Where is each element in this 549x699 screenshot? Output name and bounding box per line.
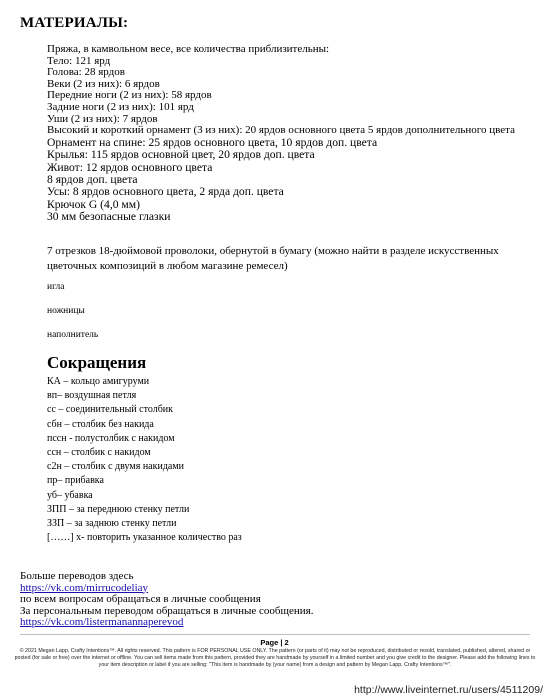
materials-line: Крючок G (4,0 мм): [47, 197, 140, 211]
abbreviation-item: [……] х- повторить указанное количество раз: [47, 532, 242, 544]
footer-divider: [20, 634, 530, 635]
vk-link-mirrucodeliay[interactable]: https://vk.com/mirrucodeliay: [20, 581, 149, 594]
materials-line: Усы: 8 ярдов основного цвета, 2 ярда доп. цвета: [47, 185, 284, 199]
abbreviation-item: пр– прибавка: [47, 475, 104, 487]
scissors-item: ножницы: [47, 306, 85, 316]
materials-line: Пряжа, в камвольном весе, все количества приблизительны:: [47, 43, 330, 55]
materials-line: Передние ноги (2 из них): 58 ярдов: [47, 89, 212, 102]
materials-line: 8 ярдов доп. цвета: [47, 172, 138, 186]
contact-note: по всем вопросам обращаться в личные сообщения: [20, 593, 261, 605]
wire-note: 7 отрезков 18-дюймовой проволоки, обернутой в бумагу (можно найти в разделе искусственных цветочных композиций в любом магазине ремесел): [47, 245, 499, 272]
materials-heading: МАТЕРИАЛЫ:: [20, 15, 129, 31]
vk-link-listermanannaperevod[interactable]: https://vk.com/listermanannaperevod: [20, 616, 184, 628]
materials-line: Веки (2 из них): 6 ярдов: [47, 77, 160, 90]
abbreviations-list: [47, 375, 507, 545]
needle-item: игла: [47, 282, 65, 292]
materials-line: Крылья: 115 ярдов основной цвет, 20 ярдов доп. цвета: [47, 148, 315, 162]
stuffing-item: наполнитель: [47, 330, 99, 340]
abbreviation-item: КА – кольцо амигуруми: [47, 376, 150, 387]
abbreviations-heading: Сокращения: [47, 353, 147, 372]
abbreviation-item: ссн – столбик с накидом: [47, 447, 151, 459]
materials-line: Уши (2 из них): 7 ярдов: [47, 112, 158, 125]
abbreviation-item: сс – соединительный столбик: [47, 404, 174, 416]
more-translations: [20, 571, 540, 629]
abbreviation-item: ЗПП – за переднюю стенку петли: [47, 503, 190, 515]
materials-line: Высокий и короткий орнамент (3 из них): 20 ярдов основного цвета 5 ярдов дополнительного цвета: [47, 124, 516, 137]
watermark-url: http://www.liveinternet.ru/users/4511209/: [354, 684, 543, 696]
abbreviation-item: с2н – столбик с двумя накидами: [47, 461, 185, 473]
abbreviation-item: ЗЗП – за заднюю стенку петли: [47, 518, 177, 530]
abbreviation-item: вп– воздушная петля: [47, 390, 137, 402]
materials-line: Задние ноги (2 из них): 101 ярд: [47, 100, 194, 113]
more-title: Больше переводов здесь: [20, 570, 134, 582]
abbreviation-item: сбн – столбик без накида: [47, 418, 154, 430]
materials-line: Тело: 121 ярд: [47, 54, 111, 67]
personal-translation-note: За персональным переводом обращаться в личные сообщения.: [20, 604, 314, 617]
materials-list: [47, 44, 542, 224]
copyright-notice: © 2021 Megan Lapp, Crafty Intentions™. All rights reserved. This pattern is FOR PERSONAL USE ONLY. The pattern (or parts of it) may not be reproduced, distributed or resold, translated, published, altered, shared or posted (for sale or free) over the internet or offline. You can sell items made from this pattern, provided they are handmade by yourself in a limited number and you give credit to the designer. Please add the following lines to your item description or label if you are selling: "This item is handmade by (your name) from a design and pattern by Megan Lapp, Crafty Intentions™".: [14, 648, 536, 669]
abbreviation-item: уб– убавка: [47, 489, 93, 501]
materials-line: 30 мм безопасные глазки: [47, 210, 171, 224]
materials-line: Живот: 12 ярдов основного цвета: [47, 160, 213, 174]
materials-line: Голова: 28 ярдов: [47, 66, 125, 79]
page-number: Page | 2: [260, 638, 289, 647]
abbreviation-item: пссн - полустолбик с накидом: [47, 432, 175, 444]
materials-line: Орнамент на спине: 25 ярдов основного цвета, 10 ярдов доп. цвета: [47, 135, 378, 149]
